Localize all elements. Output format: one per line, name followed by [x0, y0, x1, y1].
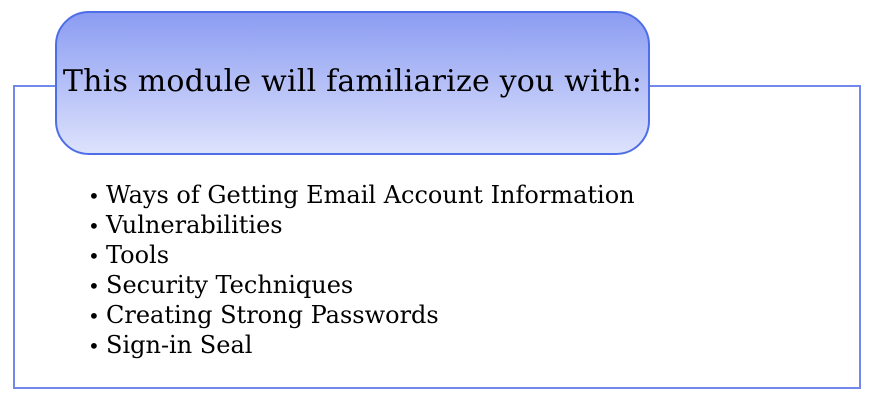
bullet-icon: • [88, 184, 100, 208]
list-item [88, 301, 635, 331]
list-item-text: Vulnerabilities [106, 211, 283, 239]
list-item [88, 331, 635, 361]
slide-title: This module will familiarize you with: [62, 63, 643, 99]
list-item-text: Creating Strong Passwords [106, 301, 439, 329]
list-item-text: Security Techniques [106, 271, 354, 299]
bullet-icon: • [88, 304, 100, 328]
list-item-text: Sign-in Seal [106, 331, 253, 359]
bullet-icon: • [88, 214, 100, 238]
bullet-icon: • [88, 334, 100, 358]
title-callout [55, 11, 650, 155]
list-item [88, 241, 635, 271]
list-item [88, 181, 635, 211]
list-item [88, 271, 635, 301]
list-item-text: Tools [106, 241, 170, 269]
bullet-list [88, 181, 635, 361]
bullet-icon: • [88, 274, 100, 298]
list-item-text: Ways of Getting Email Account Information [106, 181, 635, 209]
bullet-icon: • [88, 244, 100, 268]
list-item [88, 211, 635, 241]
